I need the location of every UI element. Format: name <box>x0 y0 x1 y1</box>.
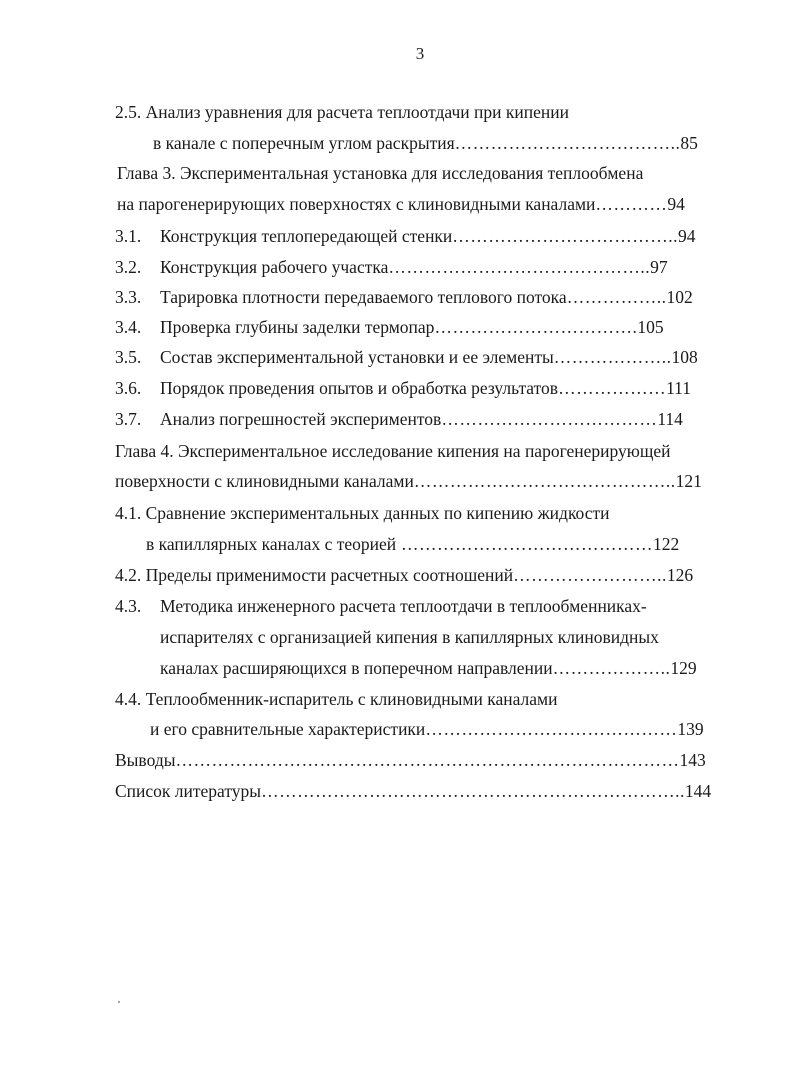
toc-entry <box>115 225 696 247</box>
toc-entry <box>115 316 664 338</box>
toc-number: 3.3. <box>115 287 142 307</box>
toc-leader: ………………………………………………………………………… <box>175 750 680 770</box>
toc-leader: …………………………………… <box>425 719 678 739</box>
toc-line <box>160 626 659 648</box>
toc-leader: …………………………………….. <box>413 471 676 491</box>
toc-leader: …………………………………….. <box>388 257 651 277</box>
toc-page: 94 <box>678 226 696 246</box>
toc-leader: ……………………………….. <box>452 226 679 246</box>
toc-text: Проверка глубины заделки термопар <box>160 317 435 337</box>
toc-entry <box>115 256 668 278</box>
toc-text: в канале с поперечным углом раскрытия <box>153 133 455 153</box>
toc-text: Глава 4. Экспериментальное исследование кипения на парогенерирующей <box>115 441 671 461</box>
toc-leader: ……………….. <box>553 347 672 367</box>
toc-text: и его сравнительные характеристики <box>150 719 426 739</box>
toc-text: Выводы <box>115 750 176 770</box>
toc-text: каналах расширяющихся в поперечном направлении <box>160 658 553 678</box>
toc-entry <box>115 595 647 617</box>
toc-text: на парогенерирующих поверхностях с клиновидными каналами <box>117 194 596 214</box>
toc-entry <box>115 408 683 430</box>
toc-entry <box>115 470 702 492</box>
toc-number: 3.6. <box>115 378 142 398</box>
toc-leader: ……………….. <box>552 658 671 678</box>
toc-text: Состав экспериментальной установки и ее элементы <box>160 347 554 367</box>
toc-page: 97 <box>650 257 668 277</box>
toc-number: 3.5. <box>115 347 142 367</box>
toc-entry <box>115 377 691 399</box>
toc-leader: …………………………………………………………….. <box>261 781 685 801</box>
toc-line <box>115 440 671 462</box>
toc-entry <box>117 193 685 215</box>
toc-text: Список литературы <box>115 781 262 801</box>
toc-page: 85 <box>680 133 698 153</box>
toc-page: 121 <box>675 471 702 491</box>
toc-leader: …………….. <box>566 287 667 307</box>
toc-text: испарителях с организацией кипения в капиллярных клиновидных <box>160 627 659 647</box>
toc-number: 3.4. <box>115 317 142 337</box>
toc-line <box>117 162 643 184</box>
toc-page: 114 <box>657 409 683 429</box>
toc-leader: ……………………………….. <box>454 133 681 153</box>
toc-text: 4.4. Теплообменник-испаритель с клиновидными каналами <box>115 689 558 709</box>
toc-entry <box>153 132 698 154</box>
toc-page: 105 <box>637 317 664 337</box>
toc-entry <box>150 718 704 740</box>
toc-text: 4.2. Пределы применимости расчетных соотношений <box>115 565 514 585</box>
toc-line <box>115 502 610 524</box>
toc-page: 111 <box>666 378 692 398</box>
toc-page: 102 <box>666 287 693 307</box>
toc-entry <box>115 346 698 368</box>
toc-number: 4.3. <box>115 596 142 616</box>
toc-leader: …………………….. <box>513 565 667 585</box>
toc-text: Глава 3. Экспериментальная установка для исследования теплообмена <box>117 163 644 183</box>
toc-entry <box>115 749 706 771</box>
toc-entry <box>160 657 697 679</box>
toc-leader: …………………………………… <box>396 534 654 554</box>
toc-text: Конструкция рабочего участка <box>160 257 389 277</box>
toc-text: в капиллярных каналах с теорией <box>146 534 397 554</box>
toc-text: Порядок проведения опытов и обработка результатов <box>160 378 559 398</box>
toc-entry <box>115 286 693 308</box>
toc-line <box>115 101 569 123</box>
toc-page: 126 <box>666 565 694 585</box>
scan-speck <box>118 1001 120 1003</box>
toc-text: 4.1. Сравнение экспериментальных данных по кипению жидкости <box>115 503 610 523</box>
toc-entry <box>115 564 693 586</box>
page-number: 3 <box>415 44 425 63</box>
toc-leader: ……………………………… <box>441 409 658 429</box>
toc-entry <box>115 780 711 802</box>
toc-text: поверхности с клиновидными каналами <box>115 471 414 491</box>
toc-page: 143 <box>679 750 706 770</box>
toc-page: 122 <box>653 534 680 554</box>
toc-page: 129 <box>670 658 697 678</box>
toc-number: 3.2. <box>115 257 142 277</box>
toc-page: 144 <box>684 781 712 801</box>
toc-text: Методика инженерного расчета теплоотдачи в теплообменниках- <box>160 596 647 616</box>
toc-text: 2.5. Анализ уравнения для расчета теплоотдачи при кипении <box>115 102 569 122</box>
toc-number: 3.1. <box>115 226 142 246</box>
toc-text: Тарировка плотности передаваемого теплового потока <box>160 287 567 307</box>
toc-text: Анализ погрешностей экспериментов <box>160 409 442 429</box>
toc-leader: ……………… <box>558 378 667 398</box>
toc-page: 139 <box>677 719 704 739</box>
toc-leader: ……………………………. <box>434 317 638 337</box>
toc-line <box>115 688 557 710</box>
toc-leader: ………… <box>595 194 668 214</box>
toc-number: 3.7. <box>115 409 142 429</box>
toc-entry <box>146 533 679 555</box>
toc-page: 94 <box>667 194 685 214</box>
toc-text: Конструкция теплопередающей стенки <box>160 226 453 246</box>
toc-page: 108 <box>671 347 698 367</box>
